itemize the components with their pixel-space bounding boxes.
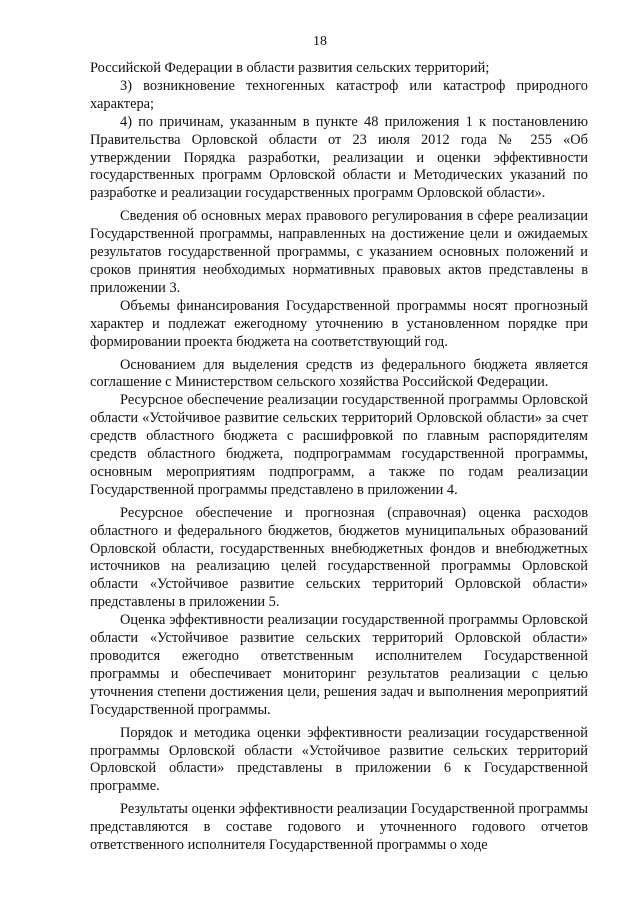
paragraph: 4) по причинам, указанным в пункте 48 приложения 1 к постановлению Правительства Орловской области от 23 июля 2012 года № 255 «Об утверждении Порядка разработки, реализации и оценки эффективности государственных программ Орловской области и Методических указаний по разработке и реализации государственных программ Орловской области».	[90, 113, 588, 202]
paragraph: Ресурсное обеспечение реализации государственной программы Орловской области «Устойчивое развитие сельских территорий Орловской области» за счет средств областного бюджета с расшифровкой по главным распорядителям средств областного бюджета, подпрограммам государственной программы, основным мероприятиям подпрограмм, а также по годам реализации Государственной программы представлено в приложении 4.	[90, 392, 588, 498]
paragraph: Результаты оценки эффективности реализации Государственной программы представляются в составе годового и уточненного годового отчетов ответственного исполнителя Государственной программы о ходе	[90, 801, 588, 854]
paragraph: Основанием для выделения средств из федерального бюджета является соглашение с Министерством сельского хозяйства Российской Федерации.	[90, 356, 588, 391]
paragraph: Порядок и методика оценки эффективности реализации государственной программы Орловской области «Устойчивое развитие сельских территорий Орловской области» представлены в приложении 6 к Государственной программе.	[90, 724, 588, 795]
paragraph: Оценка эффективности реализации государственной программы Орловской области «Устойчивое развитие сельских территорий Орловской области» проводится ежегодно ответственным исполнителем Государственной программы и обеспечивает мониторинг результатов реализации с целью уточнения степени достижения цели, решения задач и выполнения мероприятий Государственной программы.	[90, 612, 588, 718]
paragraph: Ресурсное обеспечение и прогнозная (справочная) оценка расходов областного и федерального бюджетов, бюджетов муниципальных образований Орловской области, государственных внебюджетных фондов и внебюджетных источников на реализацию целей государственной программы Орловской области «Устойчивое развитие сельских территорий Орловской области» представлены в приложении 5.	[90, 504, 588, 611]
page-body	[90, 60, 588, 855]
paragraph: 3) возникновение техногенных катастроф или катастроф природного характера;	[90, 77, 588, 112]
paragraph: Объемы финансирования Государственной программы носят прогнозный характер и подлежат ежегодному уточнению в установленном порядке при формировании проекта бюджета на соответствующий год.	[90, 297, 588, 350]
page-number: 18	[313, 34, 327, 49]
paragraph: Российской Федерации в области развития сельских территорий;	[90, 60, 490, 76]
paragraph: Сведения об основных мерах правового регулирования в сфере реализации Государственной программы, направленных на достижение цели и ожидаемых результатов государственной программы, с указанием основных положений и сроков принятия необходимых нормативных правовых актов представлены в приложении 3.	[90, 208, 588, 296]
